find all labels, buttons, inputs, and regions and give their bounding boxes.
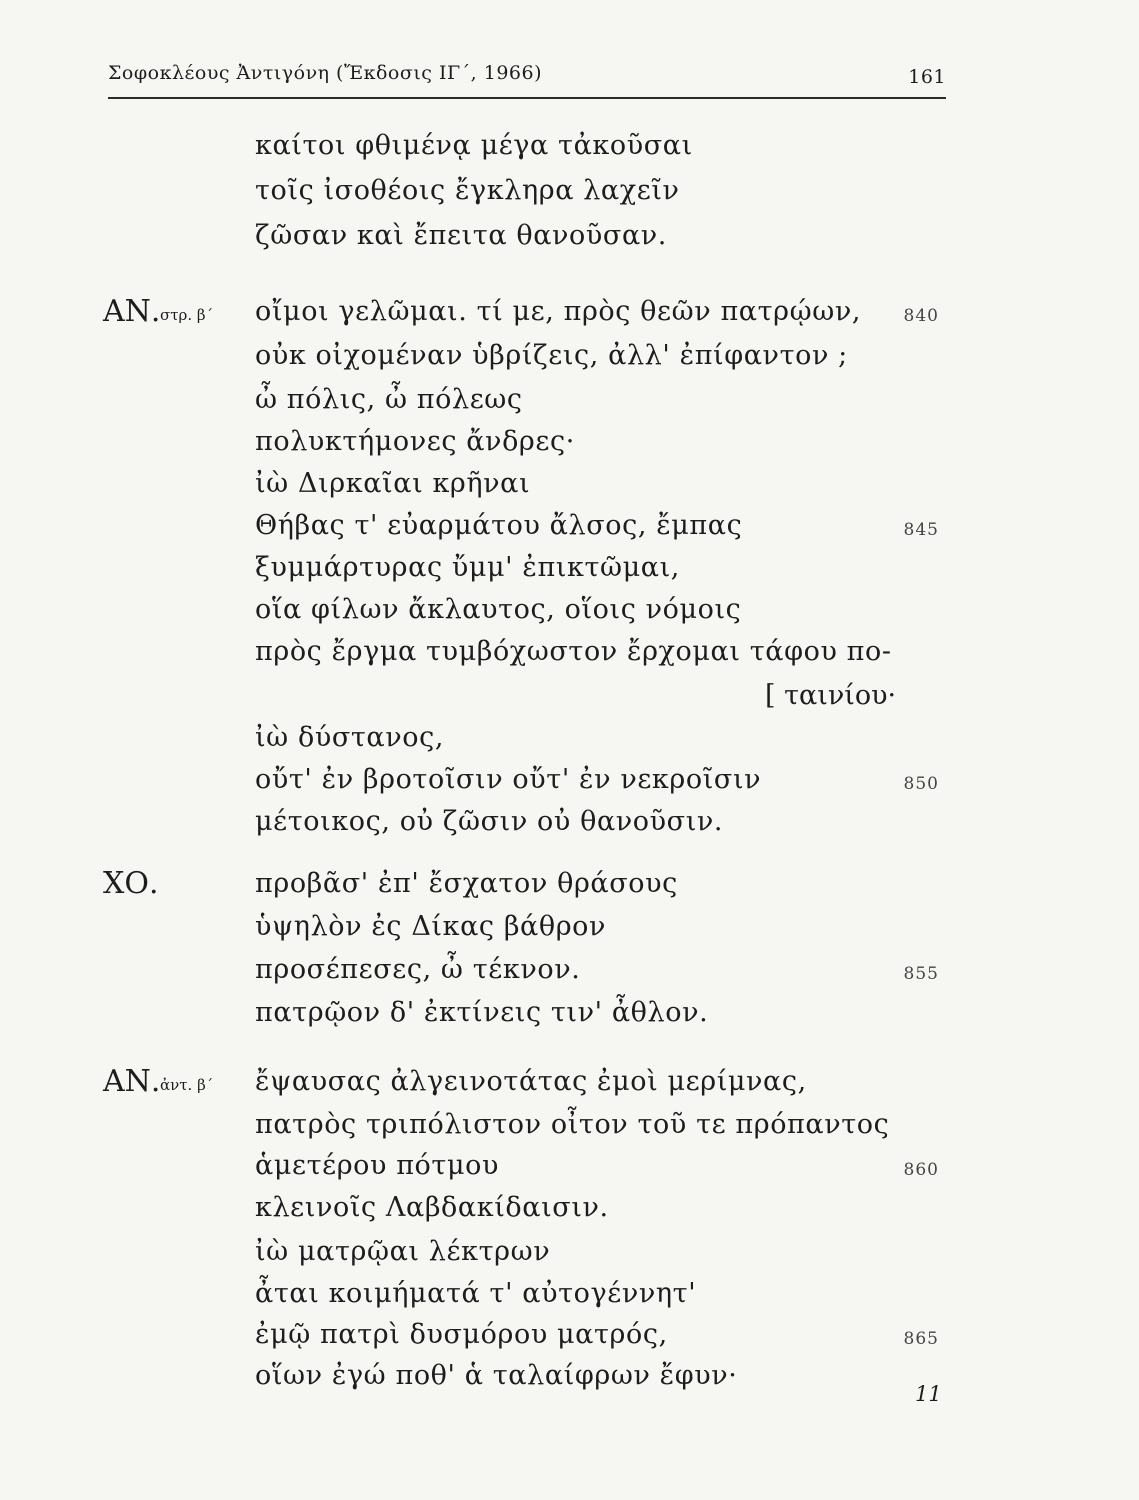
- verse-line: καίτοι φθιμένᾳ μέγα τἀκοῦσαι: [255, 130, 693, 161]
- header-rule: [108, 97, 946, 99]
- speaker-label: ΑΝ.: [103, 294, 161, 329]
- verse-line: προσέπεσες, ὦ τέκνον.: [255, 954, 581, 985]
- strophe-label: ἀντ. β΄: [160, 1076, 214, 1094]
- verse-line: ἁμετέρου πότμου: [255, 1150, 499, 1181]
- verse-line: ἐμῷ πατρὶ δυσμόρου ματρός,: [255, 1319, 668, 1350]
- verse-line: ἔψαυσας ἀλγεινοτάτας ἐμοὶ μερίμνας,: [255, 1066, 807, 1097]
- line-number: 865: [903, 1329, 939, 1349]
- verse-line: πατρὸς τριπόλιστον οἶτον τοῦ τε πρόπαντος: [255, 1109, 890, 1140]
- verse-line: οἵα φίλων ἄκλαυτος, οἵοις νόμοις: [255, 594, 742, 625]
- running-title: Σοφοκλέους Ἀντιγόνη (Ἔκδοσις ΙΓ΄, 1966): [108, 62, 543, 84]
- verse-line: ἰὼ δύστανος,: [255, 722, 445, 753]
- verse-line: οἴμοι γελῶμαι. τί με, πρὸς θεῶν πατρῴων,: [255, 296, 862, 327]
- verse-line: οὔτ' ἐν βροτοῖσιν οὔτ' ἐν νεκροῖσιν: [255, 764, 762, 795]
- line-number: 845: [903, 520, 939, 540]
- verse-line: ἰὼ ματρῷαι λέκτρων: [255, 1236, 551, 1267]
- verse-line: προβᾶσ' ἐπ' ἔσχατον θράσους: [255, 868, 678, 899]
- verse-line: ἆται κοιμήματά τ' αὐτογέννητ': [255, 1278, 697, 1309]
- verse-line: ὦ πόλις, ὦ πόλεως: [255, 384, 523, 415]
- speaker-label: ΧΟ.: [103, 866, 159, 901]
- verse-line: κλεινοῖς Λαβδακίδαισιν.: [255, 1192, 609, 1223]
- verse-line: πολυκτήμονες ἄνδρες·: [255, 426, 575, 457]
- verse-line: τοῖς ἰσοθέοις ἔγκληρα λαχεῖν: [255, 175, 680, 206]
- verse-line: οἵων ἐγώ ποθ' ἁ ταλαίφρων ἔφυν·: [255, 1360, 738, 1391]
- verse-line: πρὸς ἔργμα τυμβόχωστον ἔρχομαι τάφου πο-: [255, 636, 892, 667]
- page-number: 161: [908, 66, 946, 88]
- verse-line: πατρῷον δ' ἐκτίνεις τιν' ἆθλον.: [255, 997, 709, 1028]
- verse-line: ζῶσαν καὶ ἔπειτα θανοῦσαν.: [255, 220, 667, 251]
- verse-line: ὑψηλὸν ἐς Δίκας βάθρον: [255, 911, 607, 942]
- speaker-label: ΑΝ.: [103, 1064, 161, 1099]
- verse-line: ξυμμάρτυρας ὔμμ' ἐπικτῶμαι,: [255, 552, 680, 583]
- verse-line: ἰὼ Διρκαῖαι κρῆναι: [255, 468, 531, 499]
- verse-line: [ ταινίου·: [765, 680, 897, 711]
- verse-line: οὐκ οἰχομέναν ὑβρίζεις, ἀλλ' ἐπίφαντον ;: [255, 340, 848, 371]
- line-number: 840: [903, 306, 939, 326]
- line-number: 860: [903, 1160, 939, 1180]
- signature-mark: 11: [915, 1382, 942, 1406]
- strophe-label: στρ. β΄: [160, 306, 214, 324]
- verse-line: μέτοικος, οὐ ζῶσιν οὐ θανοῦσιν.: [255, 806, 724, 837]
- line-number: 855: [903, 964, 939, 984]
- verse-line: Θήβας τ' εὐαρμάτου ἄλσος, ἔμπας: [255, 510, 743, 541]
- line-number: 850: [903, 774, 939, 794]
